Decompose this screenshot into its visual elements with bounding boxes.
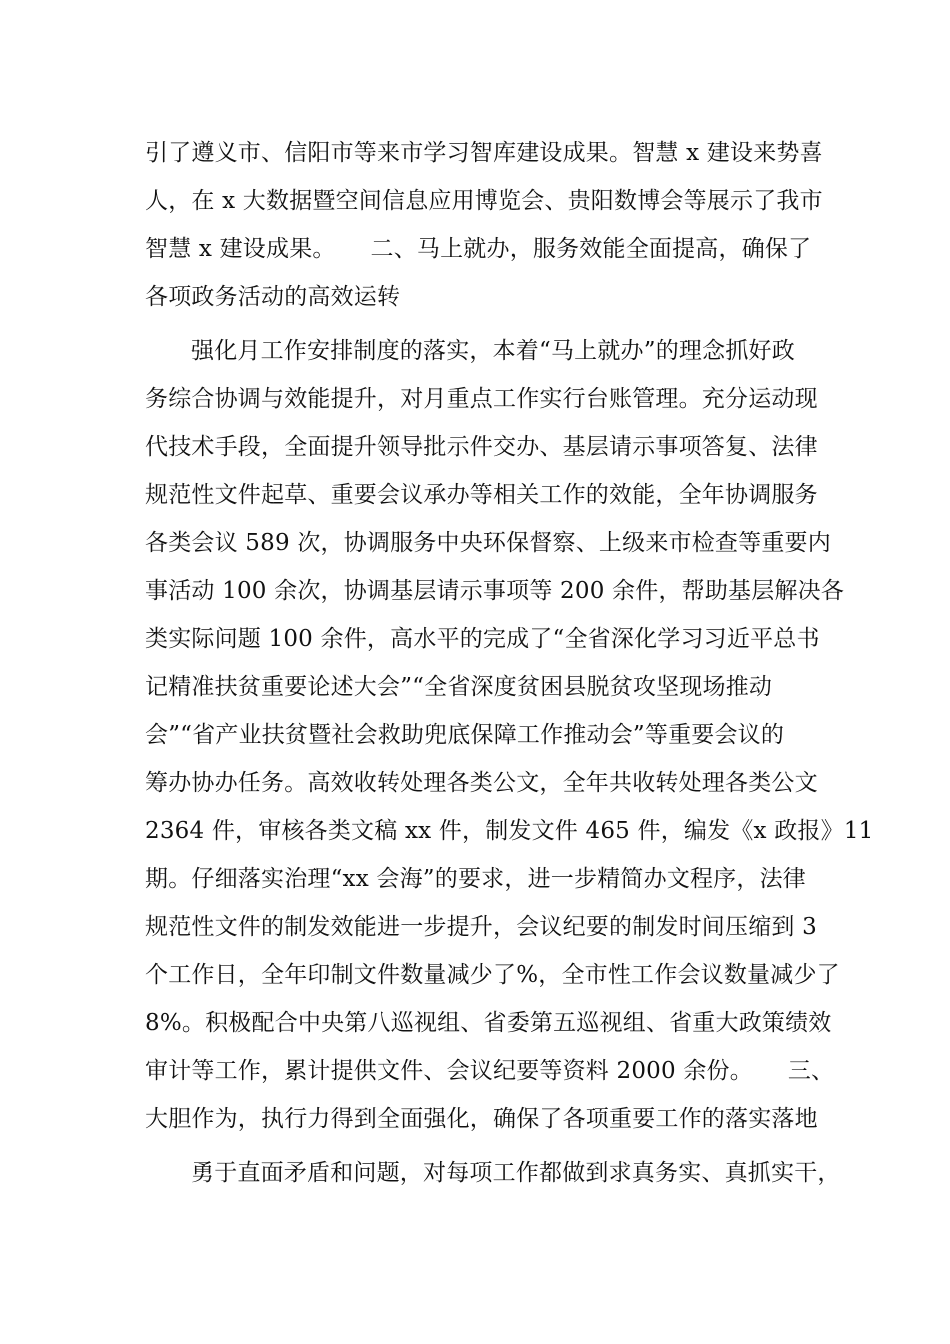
paragraph-first-line: 勇于直面矛盾和问题，对每项工作都做到求真务实、真抓实干， bbox=[191, 1160, 841, 1186]
section-heading-continuation: 各项政务活动的高效运转 bbox=[145, 284, 401, 310]
text-line: 各类会议 589 次，协调服务中央环保督察、上级来市检查等重要内 bbox=[145, 530, 831, 556]
text-line: 类实际问题 100 余件，高水平的完成了“全省深化学习习近平总书 bbox=[145, 626, 820, 652]
text-line: 代技术手段，全面提升领导批示件交办、基层请示事项答复、法律 bbox=[145, 434, 818, 460]
text-line: 8%。积极配合中央第八巡视组、省委第五巡视组、省重大政策绩效 bbox=[145, 1010, 832, 1036]
text-line: 智慧 x 建设成果。 二、马上就办，服务效能全面提高，确保了 bbox=[145, 236, 812, 262]
section-heading-continuation: 大胆作为，执行力得到全面强化，确保了各项重要工作的落实落地 bbox=[145, 1106, 818, 1132]
paragraph-first-line: 强化月工作安排制度的落实，本着“马上就办”的理念抓好政 bbox=[191, 338, 795, 364]
text-line: 2364 件，审核各类文稿 xx 件，制发文件 465 件，编发《x 政报》11 bbox=[145, 818, 874, 844]
text-line: 期。仔细落实治理“xx 会海”的要求，进一步精简办文程序，法律 bbox=[145, 866, 806, 892]
text-line: 会”“省产业扶贫暨社会救助兜底保障工作推动会”等重要会议的 bbox=[145, 722, 785, 748]
text-line: 筹办协办任务。高效收转处理各类公文，全年共收转处理各类公文 bbox=[145, 770, 818, 796]
text-line: 记精准扶贫重要论述大会”“全省深度贫困县脱贫攻坚现场推动 bbox=[145, 674, 773, 700]
text-line: 个工作日，全年印制文件数量减少了%，全市性工作会议数量减少了 bbox=[145, 962, 840, 988]
text-line: 规范性文件起草、重要会议承办等相关工作的效能，全年协调服务 bbox=[145, 482, 818, 508]
text-line: 事活动 100 余次，协调基层请示事项等 200 余件，帮助基层解决各 bbox=[145, 578, 845, 604]
text-line: 规范性文件的制发效能进一步提升，会议纪要的制发时间压缩到 3 bbox=[145, 914, 817, 940]
text-line: 审计等工作，累计提供文件、会议纪要等资料 2000 余份。 三、 bbox=[145, 1058, 835, 1084]
text-line: 引了遵义市、信阳市等来市学习智库建设成果。智慧 x 建设来势喜 bbox=[145, 140, 823, 166]
text-line: 务综合协调与效能提升，对月重点工作实行台账管理。充分运动现 bbox=[145, 386, 818, 412]
text-line: 人，在 x 大数据暨空间信息应用博览会、贵阳数博会等展示了我市 bbox=[145, 188, 823, 214]
